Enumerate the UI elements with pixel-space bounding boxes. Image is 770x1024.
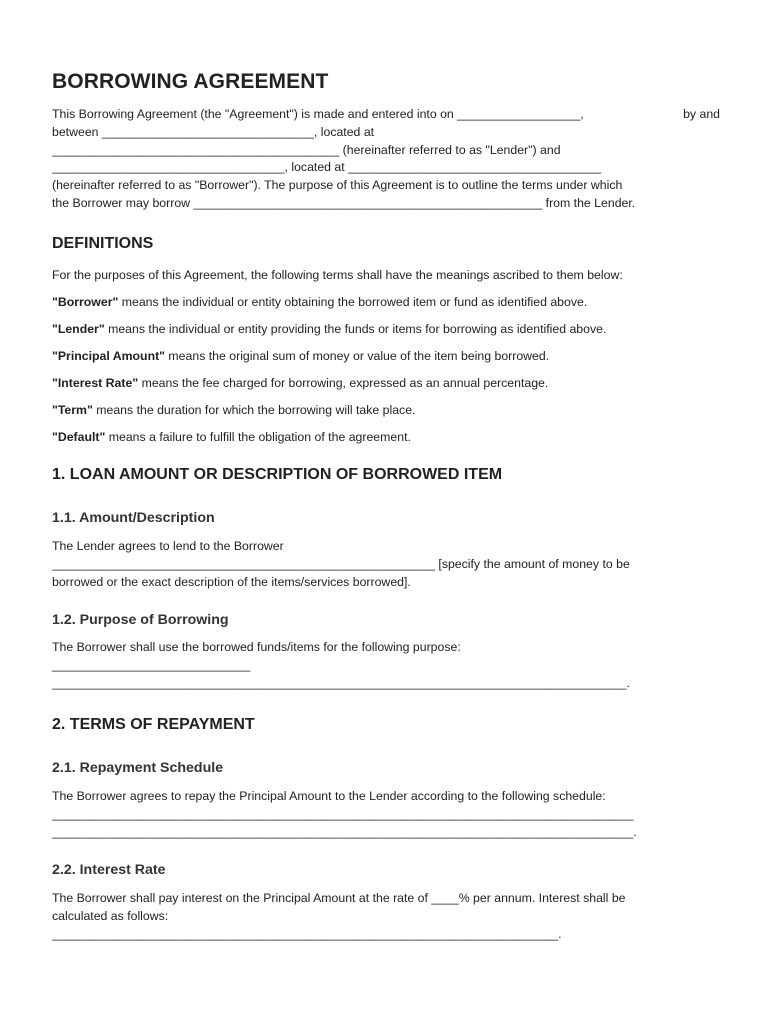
intro-line-5: (hereinafter referred to as "Borrower"). The purpose of this Agreement is to outline the terms under which <box>52 178 623 193</box>
intro-paragraph <box>52 106 720 213</box>
subsection-1-2-body <box>52 638 720 692</box>
definition-item <box>52 347 720 365</box>
definition-text: means the duration for which the borrowing will take place. <box>92 402 416 417</box>
subsection-2-1-line: _____________________________________________________________________________________ <box>52 807 634 821</box>
definition-item <box>52 428 720 446</box>
section-terms-of-repayment <box>52 715 720 943</box>
subsection-2-1-body <box>52 787 720 841</box>
subsection-1-1-line: ________________________________________________________ [specify the amount of money to be <box>52 557 630 571</box>
definitions-heading: DEFINITIONS <box>52 234 154 252</box>
definition-item <box>52 401 720 419</box>
definition-item <box>52 293 720 311</box>
intro-line-1: This Borrowing Agreement (the "Agreement") is made and entered into on __________________, <box>52 107 584 121</box>
definition-text: means the individual or entity providing the funds or items for borrowing as identified above. <box>104 321 607 336</box>
document-title: BORROWING AGREEMENT <box>52 70 329 93</box>
definitions-lead: For the purposes of this Agreement, the following terms shall have the meanings ascribed to them below: <box>52 267 623 282</box>
definition-term: "Borrower" <box>52 294 119 309</box>
intro-line-3: __________________________________________ (hereinafter referred to as "Lender") and <box>52 142 561 157</box>
subsection-2-2-body <box>52 889 720 943</box>
definition-item <box>52 374 720 392</box>
definition-item <box>52 320 720 338</box>
intro-line-1-end: by and <box>683 107 720 121</box>
definition-text: means a failure to fulfill the obligation of the agreement. <box>105 429 411 444</box>
subsection-1-2-heading: 1.2. Purpose of Borrowing <box>52 612 229 628</box>
subsection-2-2-line: calculated as follows: <box>52 909 169 923</box>
definition-text: means the fee charged for borrowing, expressed as an annual percentage. <box>138 375 549 390</box>
subsection-2-2-heading: 2.2. Interest Rate <box>52 862 166 878</box>
subsection-1-2-line: ____________________________________________________________________________________. <box>52 676 630 690</box>
subsection-1-1-line: The Lender agrees to lend to the Borrower <box>52 539 284 553</box>
intro-line-4: __________________________________, located at _____________________________________ <box>52 160 602 175</box>
subsection-2-2-line: __________________________________________________________________________. <box>52 927 562 941</box>
subsection-2-2-line: The Borrower shall pay interest on the Principal Amount at the rate of ____% per annum. Interest shall be <box>52 891 626 905</box>
definitions-section <box>52 234 720 446</box>
section-2-heading: 2. TERMS OF REPAYMENT <box>52 716 255 733</box>
subsection-2-1-line: The Borrower agrees to repay the Principal Amount to the Lender according to the following schedule: <box>52 789 606 803</box>
subsection-1-2-line: The Borrower shall use the borrowed funds/items for the following purpose: <box>52 640 461 654</box>
subsection-1-2-line: _____________________________ <box>52 658 251 672</box>
definition-text: means the original sum of money or value of the item being borrowed. <box>165 348 550 363</box>
definition-term: "Default" <box>52 429 106 444</box>
document-page <box>52 68 720 941</box>
intro-line-2: between _______________________________, located at <box>52 124 375 139</box>
subsection-1-1-line: borrowed or the exact description of the items/services borrowed]. <box>52 575 411 589</box>
definition-term: "Interest Rate" <box>52 375 139 390</box>
subsection-2-1-heading: 2.1. Repayment Schedule <box>52 760 224 776</box>
section-loan-amount <box>52 465 720 692</box>
intro-line-6: the Borrower may borrow ___________________________________________________ from the Lender. <box>52 195 636 210</box>
subsection-1-1-heading: 1.1. Amount/Description <box>52 510 215 526</box>
definition-term: "Term" <box>52 402 93 417</box>
definition-text: means the individual or entity obtaining the borrowed item or fund as identified above. <box>118 294 588 309</box>
subsection-2-1-line: _____________________________________________________________________________________. <box>52 825 637 839</box>
definition-term: "Lender" <box>52 321 105 336</box>
subsection-1-1-body <box>52 537 720 591</box>
definitions-list <box>52 293 720 446</box>
definition-term: "Principal Amount" <box>52 348 166 363</box>
section-1-heading: 1. LOAN AMOUNT OR DESCRIPTION OF BORROWED ITEM <box>52 466 503 483</box>
